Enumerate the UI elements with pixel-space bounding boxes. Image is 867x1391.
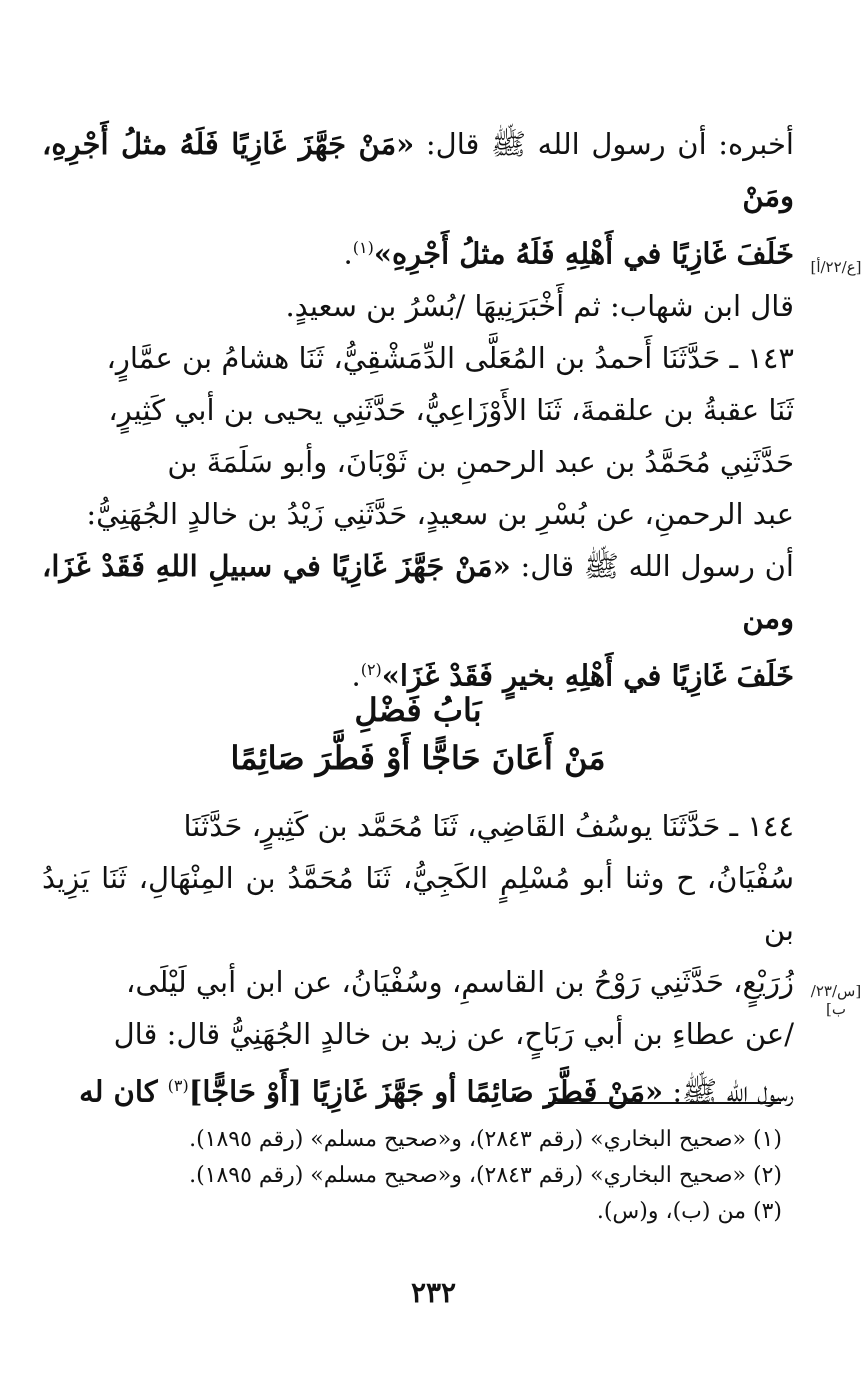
narration-text: زُرَيْعٍ، حَدَّثَنِي رَوْحُ بن القاسمِ، وسُفْيَانُ، عن ابن أبي لَيْلَى، (125, 965, 794, 999)
text-line (42, 1008, 794, 1060)
margin-note-2: [س/٢٣/ب] (810, 982, 862, 1018)
text-line (42, 436, 794, 488)
footnote-1: (١) «صحيح البخاري» (رقم ٢٨٤٣)، و«صحيح مسلم» (رقم ١٨٩٥). (189, 1127, 782, 1152)
hadith-143 (42, 332, 794, 702)
text-line (42, 1060, 794, 1118)
footnotes (42, 1122, 782, 1230)
hadith-text: خَلَفَ غَازِيًا في أَهْلِهِ بخيرٍ فَقَدْ غَزَا» (381, 658, 794, 693)
margin-note-1: [ع/٢٢/أ] (810, 258, 862, 276)
text-line (42, 540, 794, 644)
page-number: ٢٣٢ (410, 1276, 457, 1309)
narration-text: سُفْيَانُ، ح وثنا أبو مُسْلِمٍ الكَجِيُّ، ثَنَا مُحَمَّدُ بن المِنْهَالِ، ثَنَا يَزِيدُ بن (42, 861, 794, 947)
narration-text: /عن عطاءِ بن أبي رَبَاحٍ، عن زيد بن خالدٍ الجُهَنِيُّ قال: قال (113, 1017, 794, 1051)
footnote-ref: (٣) (167, 1076, 189, 1095)
text-line (42, 280, 794, 332)
ibn-shihab-note (42, 280, 794, 332)
footnote-ref: (١) (352, 238, 374, 257)
text-line (42, 118, 794, 222)
hadith-text: «مَنْ جَهَّزَ غَازِيًا في سبيلِ اللهِ فَقَدْ غَزَا، ومن (42, 548, 794, 635)
footnote-separator (548, 1102, 781, 1104)
hadith-144 (42, 800, 794, 1118)
narration-text: رسول الله ﷺ: (663, 1074, 794, 1109)
text-line (42, 852, 794, 956)
main-text-block-2 (42, 800, 794, 1118)
footnote-3: (٣) من (ب)، و(س). (596, 1199, 782, 1224)
chapter-title-line-1: بَابُ فَضْلِ (354, 691, 482, 729)
text-line (42, 384, 794, 436)
footnote-ref: (٢) (360, 659, 382, 679)
chapter-title-line-2: مَنْ أَعَانَ حَاجًّا أَوْ فَطَّرَ صَائِمًا (230, 739, 606, 777)
text-line (42, 800, 794, 852)
narration-text: أن رسول الله ﷺ قال: (510, 548, 794, 583)
main-text-block-1 (42, 118, 794, 701)
text-line (42, 488, 794, 540)
narration-text: عبد الرحمنِ، عن بُسْرِ بن سعيدٍ، حَدَّثَنِي زَيْدُ بن خالدٍ الجُهَنِيُّ: (86, 496, 794, 531)
narration-text: ١٤٣ ـ حَدَّثَنَا أَحمدُ بن المُعَلَّى الدِّمَشْقِيُّ، ثَنَا هشامُ بن عمَّارٍ، (106, 340, 794, 375)
text-line (42, 332, 794, 384)
narration-text: . (343, 236, 353, 271)
narration-text: حَدَّثَنِي مُحَمَّدُ بن عبد الرحمنِ بن ثَوْبَانَ، وأبو سَلَمَةَ بن (167, 444, 794, 479)
narration-text: أخبره: أن رسول الله ﷺ قال: (414, 127, 794, 161)
hadith-142-end (42, 118, 794, 280)
narration-text: ثَنَا عقبةُ بن علقمةَ، ثَنَا الأَوْزَاعِيُّ، حَدَّثَنِي يحيى بن أبي كَثِيرٍ، (108, 392, 794, 427)
hadith-text: «مَنْ فَطَّرَ صَائِمًا أو جَهَّزَ غَازِيًا [أَوْ حَاجًّا] (188, 1074, 664, 1109)
chapter-title (42, 686, 794, 782)
hadith-text: خَلَفَ غَازِيًا في أَهْلِهِ فَلَهُ مثلُ أَجْرِهِ» (373, 236, 794, 271)
text-line (42, 956, 794, 1008)
footnote-2: (٢) «صحيح البخاري» (رقم ٢٨٤٣)، و«صحيح مسلم» (رقم ١٨٩٥). (189, 1163, 782, 1188)
narration-text: . (351, 658, 361, 693)
narration-text: ١٤٤ ـ حَدَّثَنَا يوسُفُ القَاضِي، ثَنَا مُحَمَّد بن كَثِيرٍ، حَدَّثَنَا (183, 809, 794, 843)
text-line (42, 222, 794, 280)
hadith-text: كان له (79, 1074, 168, 1109)
hadith-text: «مَنْ جَهَّزَ غَازِيًا فَلَهُ مثلُ أَجْرِهِ، ومَنْ (42, 127, 794, 213)
narration-text: قال ابن شهاب: ثم أَخْبَرَنِيهَا /بُسْرُ بن سعيدٍ. (285, 288, 794, 323)
